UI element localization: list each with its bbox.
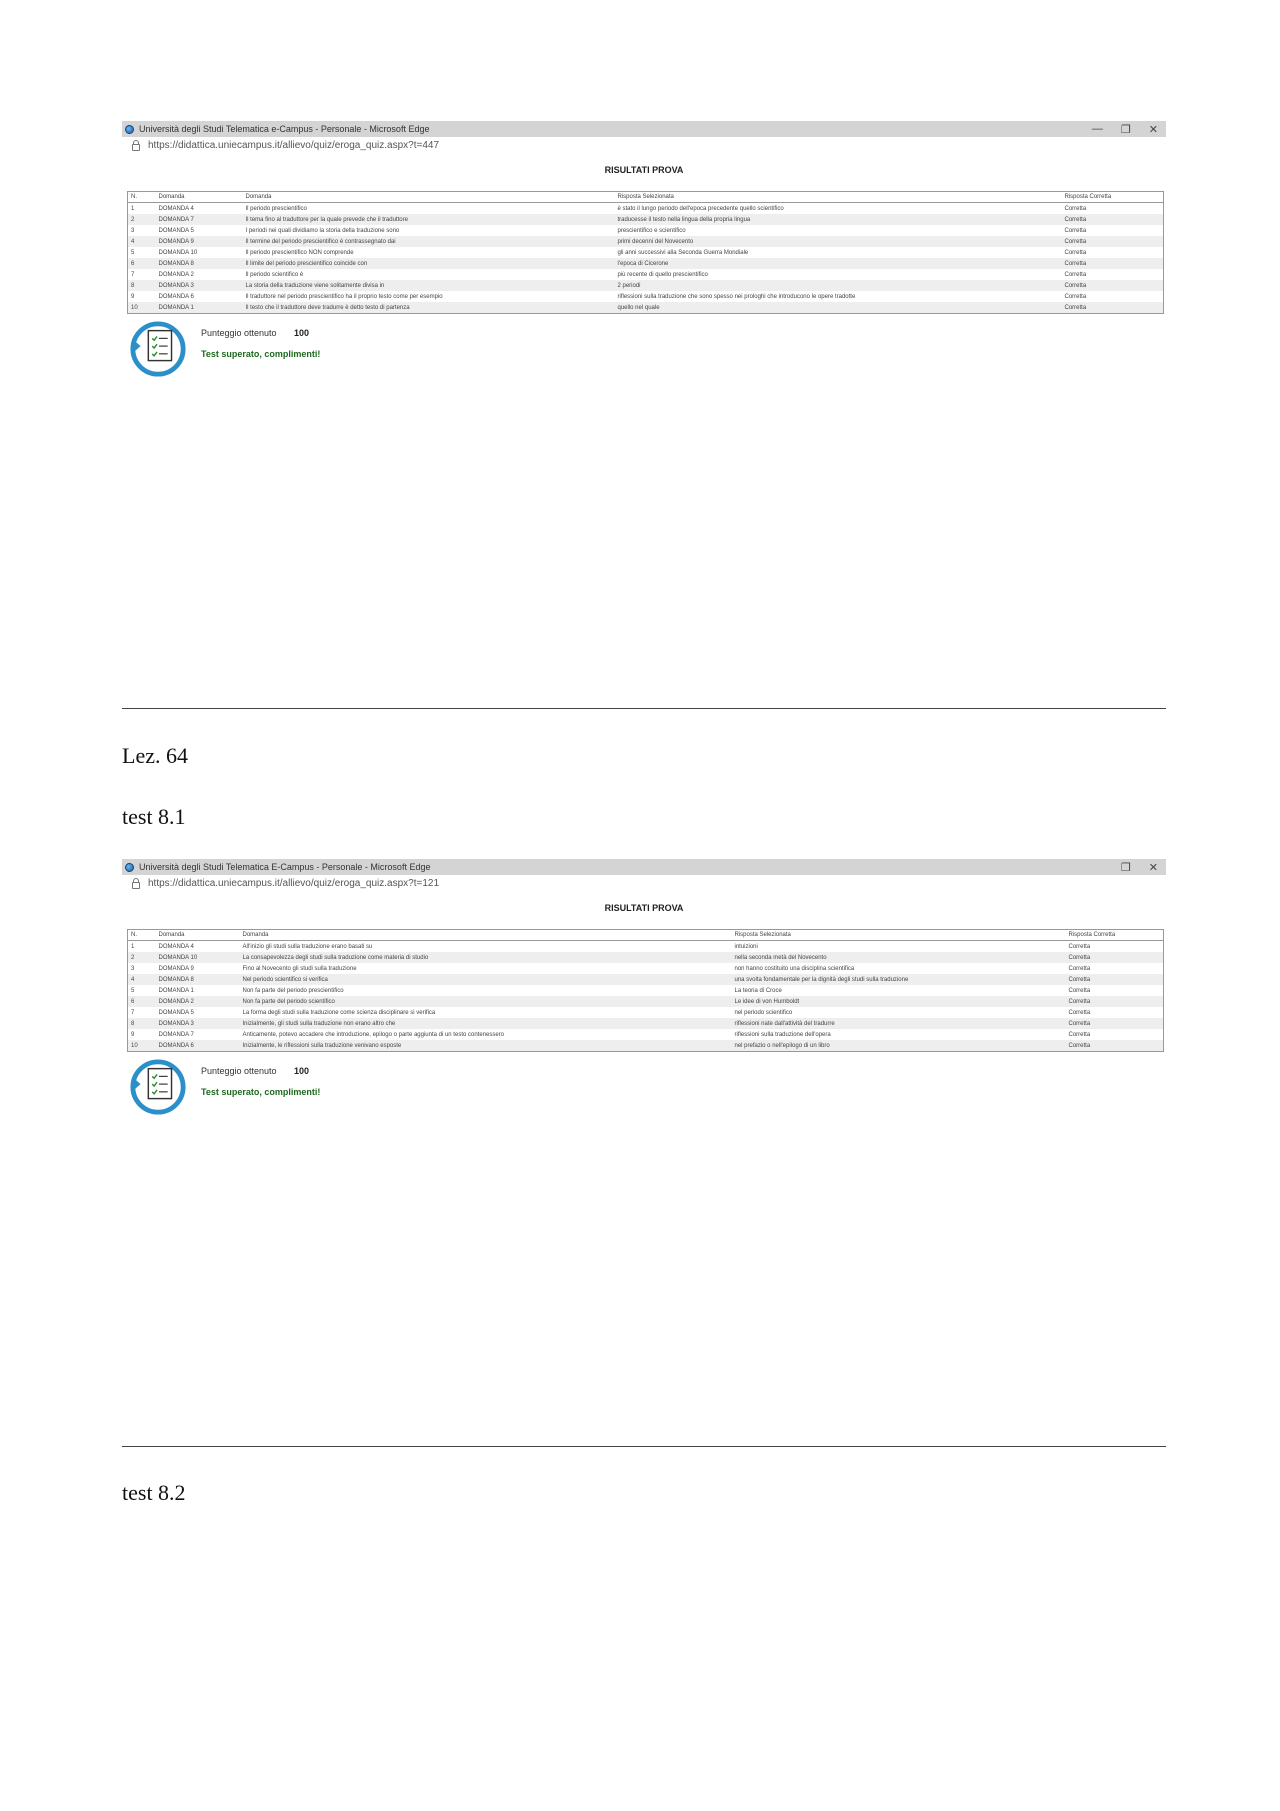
question-id: DOMANDA 8 — [156, 974, 240, 985]
row-number: 10 — [128, 1040, 156, 1052]
page-divider — [122, 1446, 1166, 1447]
selected-answer: Le idee di von Humboldt — [732, 996, 1066, 1007]
selected-answer: intuizioni — [734, 943, 758, 950]
question-id: DOMANDA 2 — [156, 996, 240, 1007]
answer-status: Corretta — [1068, 943, 1091, 950]
question-id: DOMANDA 10 — [158, 249, 198, 256]
answer-status: Corretta — [1064, 249, 1087, 256]
row-number: 7 — [131, 271, 135, 278]
question-text: Il periodo prescientifico NON comprende — [245, 249, 354, 256]
answer-status: Corretta — [1062, 302, 1164, 314]
question-id: DOMANDA 1 — [158, 987, 194, 994]
question-id: DOMANDA 5 — [158, 1009, 194, 1016]
restore-icon[interactable]: ❐ — [1120, 123, 1131, 136]
answer-status: Corretta — [1066, 974, 1164, 985]
selected-answer: prescientifico e scientifico — [617, 227, 686, 234]
row-number: 7 — [131, 1009, 135, 1016]
table-row — [128, 225, 1164, 236]
selected-answer: quello nel quale — [615, 302, 1062, 314]
row-number: 3 — [131, 965, 135, 972]
row-number: 5 — [131, 249, 135, 256]
question-id: DOMANDA 8 — [156, 258, 243, 269]
pass-message: Test superato, complimenti! — [201, 1087, 321, 1097]
selected-answer: primi decenni del Novecento — [615, 236, 1062, 247]
edge-browser-icon — [125, 125, 134, 134]
table-row — [128, 280, 1164, 291]
question-text: Il traduttore nel periodo prescientifico ha il proprio testo come per esempio — [245, 293, 443, 300]
answer-status: Corretta — [1068, 1031, 1091, 1038]
test-heading: test 8.1 — [122, 804, 186, 829]
row-number: 1 — [131, 205, 135, 212]
results-body — [128, 203, 1164, 314]
question-text: Il periodo prescientifico — [245, 205, 307, 212]
checklist-refresh-icon — [129, 1058, 187, 1116]
results-heading: RISULTATI PROVA — [604, 165, 684, 175]
question-id: DOMANDA 7 — [156, 214, 243, 225]
question-id: DOMANDA 10 — [156, 952, 240, 963]
answer-status: Corretta — [1064, 293, 1087, 300]
selected-answer: 2 periodi — [615, 280, 1062, 291]
row-number: 4 — [128, 974, 156, 985]
lock-icon — [132, 882, 140, 889]
score-label: Punteggio ottenuto — [201, 1066, 277, 1076]
question-id: DOMANDA 3 — [156, 280, 243, 291]
results-table — [127, 929, 1164, 1052]
window-title: Università degli Studi Telematica E-Campus - Personale - Microsoft Edge — [139, 862, 431, 872]
address-bar[interactable] — [122, 137, 1166, 154]
column-header: Risposta Corretta — [1062, 192, 1164, 203]
answer-status: Corretta — [1066, 952, 1164, 963]
selected-answer: riflessioni sulla traduzione dell'opera — [734, 1031, 831, 1038]
answer-status: Corretta — [1064, 227, 1087, 234]
table-row — [128, 236, 1164, 247]
score-panel — [122, 320, 1166, 380]
selected-answer: gli anni successivi alla Seconda Guerra Mondiale — [617, 249, 749, 256]
score-value: 100 — [294, 1066, 310, 1076]
row-number: 2 — [128, 952, 156, 963]
checklist-refresh-icon — [129, 320, 187, 378]
question-text: Il testo che il traduttore deve tradurre è detto testo di partenza — [243, 302, 615, 314]
table-row — [128, 269, 1164, 280]
table-row — [128, 952, 1164, 963]
quiz-screenshot-1 — [122, 121, 1166, 380]
table-row — [128, 941, 1164, 953]
table-row — [128, 247, 1164, 258]
answer-status: Corretta — [1064, 271, 1087, 278]
column-header: Risposta Corretta — [1066, 930, 1164, 941]
question-text: La forma degli studi sulla traduzione come scienza disciplinare si verifica — [242, 1009, 436, 1016]
row-number: 9 — [131, 293, 135, 300]
question-text: Il periodo scientifico è — [245, 271, 304, 278]
question-id: DOMANDA 4 — [158, 205, 194, 212]
selected-answer: riflessioni sulla traduzione che sono spesso nei prologhi che introducono le opere tradotte — [617, 293, 856, 300]
table-row — [128, 302, 1164, 314]
selected-answer: La teoria di Croce — [734, 987, 782, 994]
question-id: DOMANDA 6 — [158, 293, 194, 300]
answer-status: Corretta — [1066, 1018, 1164, 1029]
answer-status: Corretta — [1062, 280, 1164, 291]
column-header: Domanda — [156, 930, 240, 941]
question-id: DOMANDA 3 — [156, 1018, 240, 1029]
url-text[interactable]: https://didattica.uniecampus.it/allievo/quiz/eroga_quiz.aspx?t=121 — [148, 878, 440, 889]
table-row — [128, 996, 1164, 1007]
table-row — [128, 214, 1164, 225]
table-row — [128, 963, 1164, 974]
table-row — [128, 258, 1164, 269]
row-number: 1 — [131, 943, 135, 950]
window-title: Università degli Studi Telematica e-Campus - Personale - Microsoft Edge — [139, 124, 430, 134]
row-number: 4 — [128, 236, 156, 247]
column-header: Domanda — [240, 930, 732, 941]
table-row — [128, 1029, 1164, 1040]
answer-status: Corretta — [1064, 205, 1087, 212]
pass-message: Test superato, complimenti! — [201, 349, 321, 359]
question-id: DOMANDA 1 — [156, 302, 243, 314]
selected-answer: nel prefazio o nell'epilogo di un libro — [732, 1040, 1066, 1052]
lesson-heading: Lez. 64 — [122, 743, 188, 768]
table-row — [128, 291, 1164, 302]
selected-answer: l'epoca di Cicerone — [615, 258, 1062, 269]
row-number: 6 — [128, 996, 156, 1007]
selected-answer: nella seconda metà del Novecento — [732, 952, 1066, 963]
close-icon[interactable]: ✕ — [1148, 123, 1158, 136]
quiz-screenshot-2 — [122, 859, 1166, 1118]
table-row — [128, 1007, 1164, 1018]
table-row — [128, 1018, 1164, 1029]
url-text[interactable]: https://didattica.uniecampus.it/allievo/quiz/eroga_quiz.aspx?t=447 — [148, 140, 440, 151]
address-bar[interactable] — [122, 875, 1166, 892]
row-number: 8 — [128, 280, 156, 291]
results-table — [127, 191, 1164, 314]
edge-browser-icon — [125, 863, 134, 872]
page-divider — [122, 708, 1166, 709]
question-id: DOMANDA 2 — [158, 271, 194, 278]
answer-status: Corretta — [1066, 996, 1164, 1007]
score-panel — [122, 1058, 1166, 1118]
row-number: 2 — [128, 214, 156, 225]
answer-status: Corretta — [1066, 1040, 1164, 1052]
row-number: 3 — [131, 227, 135, 234]
answer-status: Corretta — [1068, 965, 1091, 972]
minimize-icon[interactable]: — — [1091, 122, 1103, 135]
score-value: 100 — [294, 328, 310, 338]
question-text: Non fa parte del periodo prescientifico — [242, 987, 344, 994]
question-text: La consapevolezza degli studi sulla traduzione come materia di studio — [240, 952, 732, 963]
question-id: DOMANDA 6 — [156, 1040, 240, 1052]
column-header: Risposta Selezionata — [615, 192, 1062, 203]
selected-answer: nel periodo scientifico — [734, 1009, 793, 1016]
table-header-row — [128, 192, 1164, 203]
results-body — [128, 941, 1164, 1052]
column-header: Risposta Selezionata — [732, 930, 1066, 941]
question-text: La storia della traduzione viene solitamente divisa in — [243, 280, 615, 291]
row-number: 9 — [131, 1031, 135, 1038]
selected-answer: una svolta fondamentale per la dignità degli studi sulla traduzione — [732, 974, 1066, 985]
selected-answer: più recente di quello prescientifico — [617, 271, 708, 278]
table-row — [128, 1040, 1164, 1052]
results-heading: RISULTATI PROVA — [604, 903, 684, 913]
column-header: Domanda — [156, 192, 243, 203]
question-text: All'inizio gli studi sulla traduzione erano basati su — [242, 943, 373, 950]
question-id: DOMANDA 5 — [158, 227, 194, 234]
selected-answer: è stato il lungo periodo dell'epoca precedente quello scientifico — [617, 205, 784, 212]
question-text: Il termine del periodo prescientifico è contrassegnato dai — [243, 236, 615, 247]
question-text: I periodi nei quali dividiamo la storia della traduzione sono — [245, 227, 400, 234]
table-row — [128, 974, 1164, 985]
answer-status: Corretta — [1068, 1009, 1091, 1016]
row-number: 6 — [128, 258, 156, 269]
answer-status: Corretta — [1062, 214, 1164, 225]
answer-status: Corretta — [1062, 236, 1164, 247]
browser-titlebar — [122, 121, 1166, 137]
answer-status: Corretta — [1062, 258, 1164, 269]
question-text: Inizialmente, gli studi sulla traduzione non erano altro che — [240, 1018, 732, 1029]
column-header: N. — [128, 192, 156, 203]
table-row — [128, 203, 1164, 215]
question-id: DOMANDA 4 — [158, 943, 194, 950]
question-id: DOMANDA 9 — [158, 965, 194, 972]
question-id: DOMANDA 7 — [158, 1031, 194, 1038]
row-number: 10 — [128, 302, 156, 314]
question-text: Nel periodo scientifico si verifica — [240, 974, 732, 985]
column-header: N. — [128, 930, 156, 941]
selected-answer: riflessioni nate dall'attività del tradurre — [732, 1018, 1066, 1029]
question-text: Inizialmente, le riflessioni sulla traduzione venivano esposte — [240, 1040, 732, 1052]
selected-answer: traducesse il testo nella lingua della propria lingua — [615, 214, 1062, 225]
row-number: 5 — [131, 987, 135, 994]
question-text: Il tema fino al traduttore per la quale prevede che il traduttore — [243, 214, 615, 225]
row-number: 8 — [128, 1018, 156, 1029]
question-text: Fino al Novecento gli studi sulla traduzione — [242, 965, 357, 972]
question-id: DOMANDA 9 — [156, 236, 243, 247]
answer-status: Corretta — [1068, 987, 1091, 994]
close-icon[interactable]: ✕ — [1148, 861, 1158, 874]
table-header-row — [128, 930, 1164, 941]
selected-answer: non hanno costituito una disciplina scientifica — [734, 965, 855, 972]
lock-icon — [132, 144, 140, 151]
question-text: Il limite del periodo prescientifico coincide con — [243, 258, 615, 269]
question-text: Anticamente, potevo accadere che introduzione, epilogo o parte aggiunta di un testo contenessero — [242, 1031, 505, 1038]
column-header: Domanda — [243, 192, 615, 203]
score-label: Punteggio ottenuto — [201, 328, 277, 338]
question-text: Non fa parte del periodo scientifico — [240, 996, 732, 1007]
browser-titlebar — [122, 859, 1166, 875]
test-heading: test 8.2 — [122, 1480, 186, 1505]
table-row — [128, 985, 1164, 996]
restore-icon[interactable]: ❐ — [1120, 861, 1131, 874]
